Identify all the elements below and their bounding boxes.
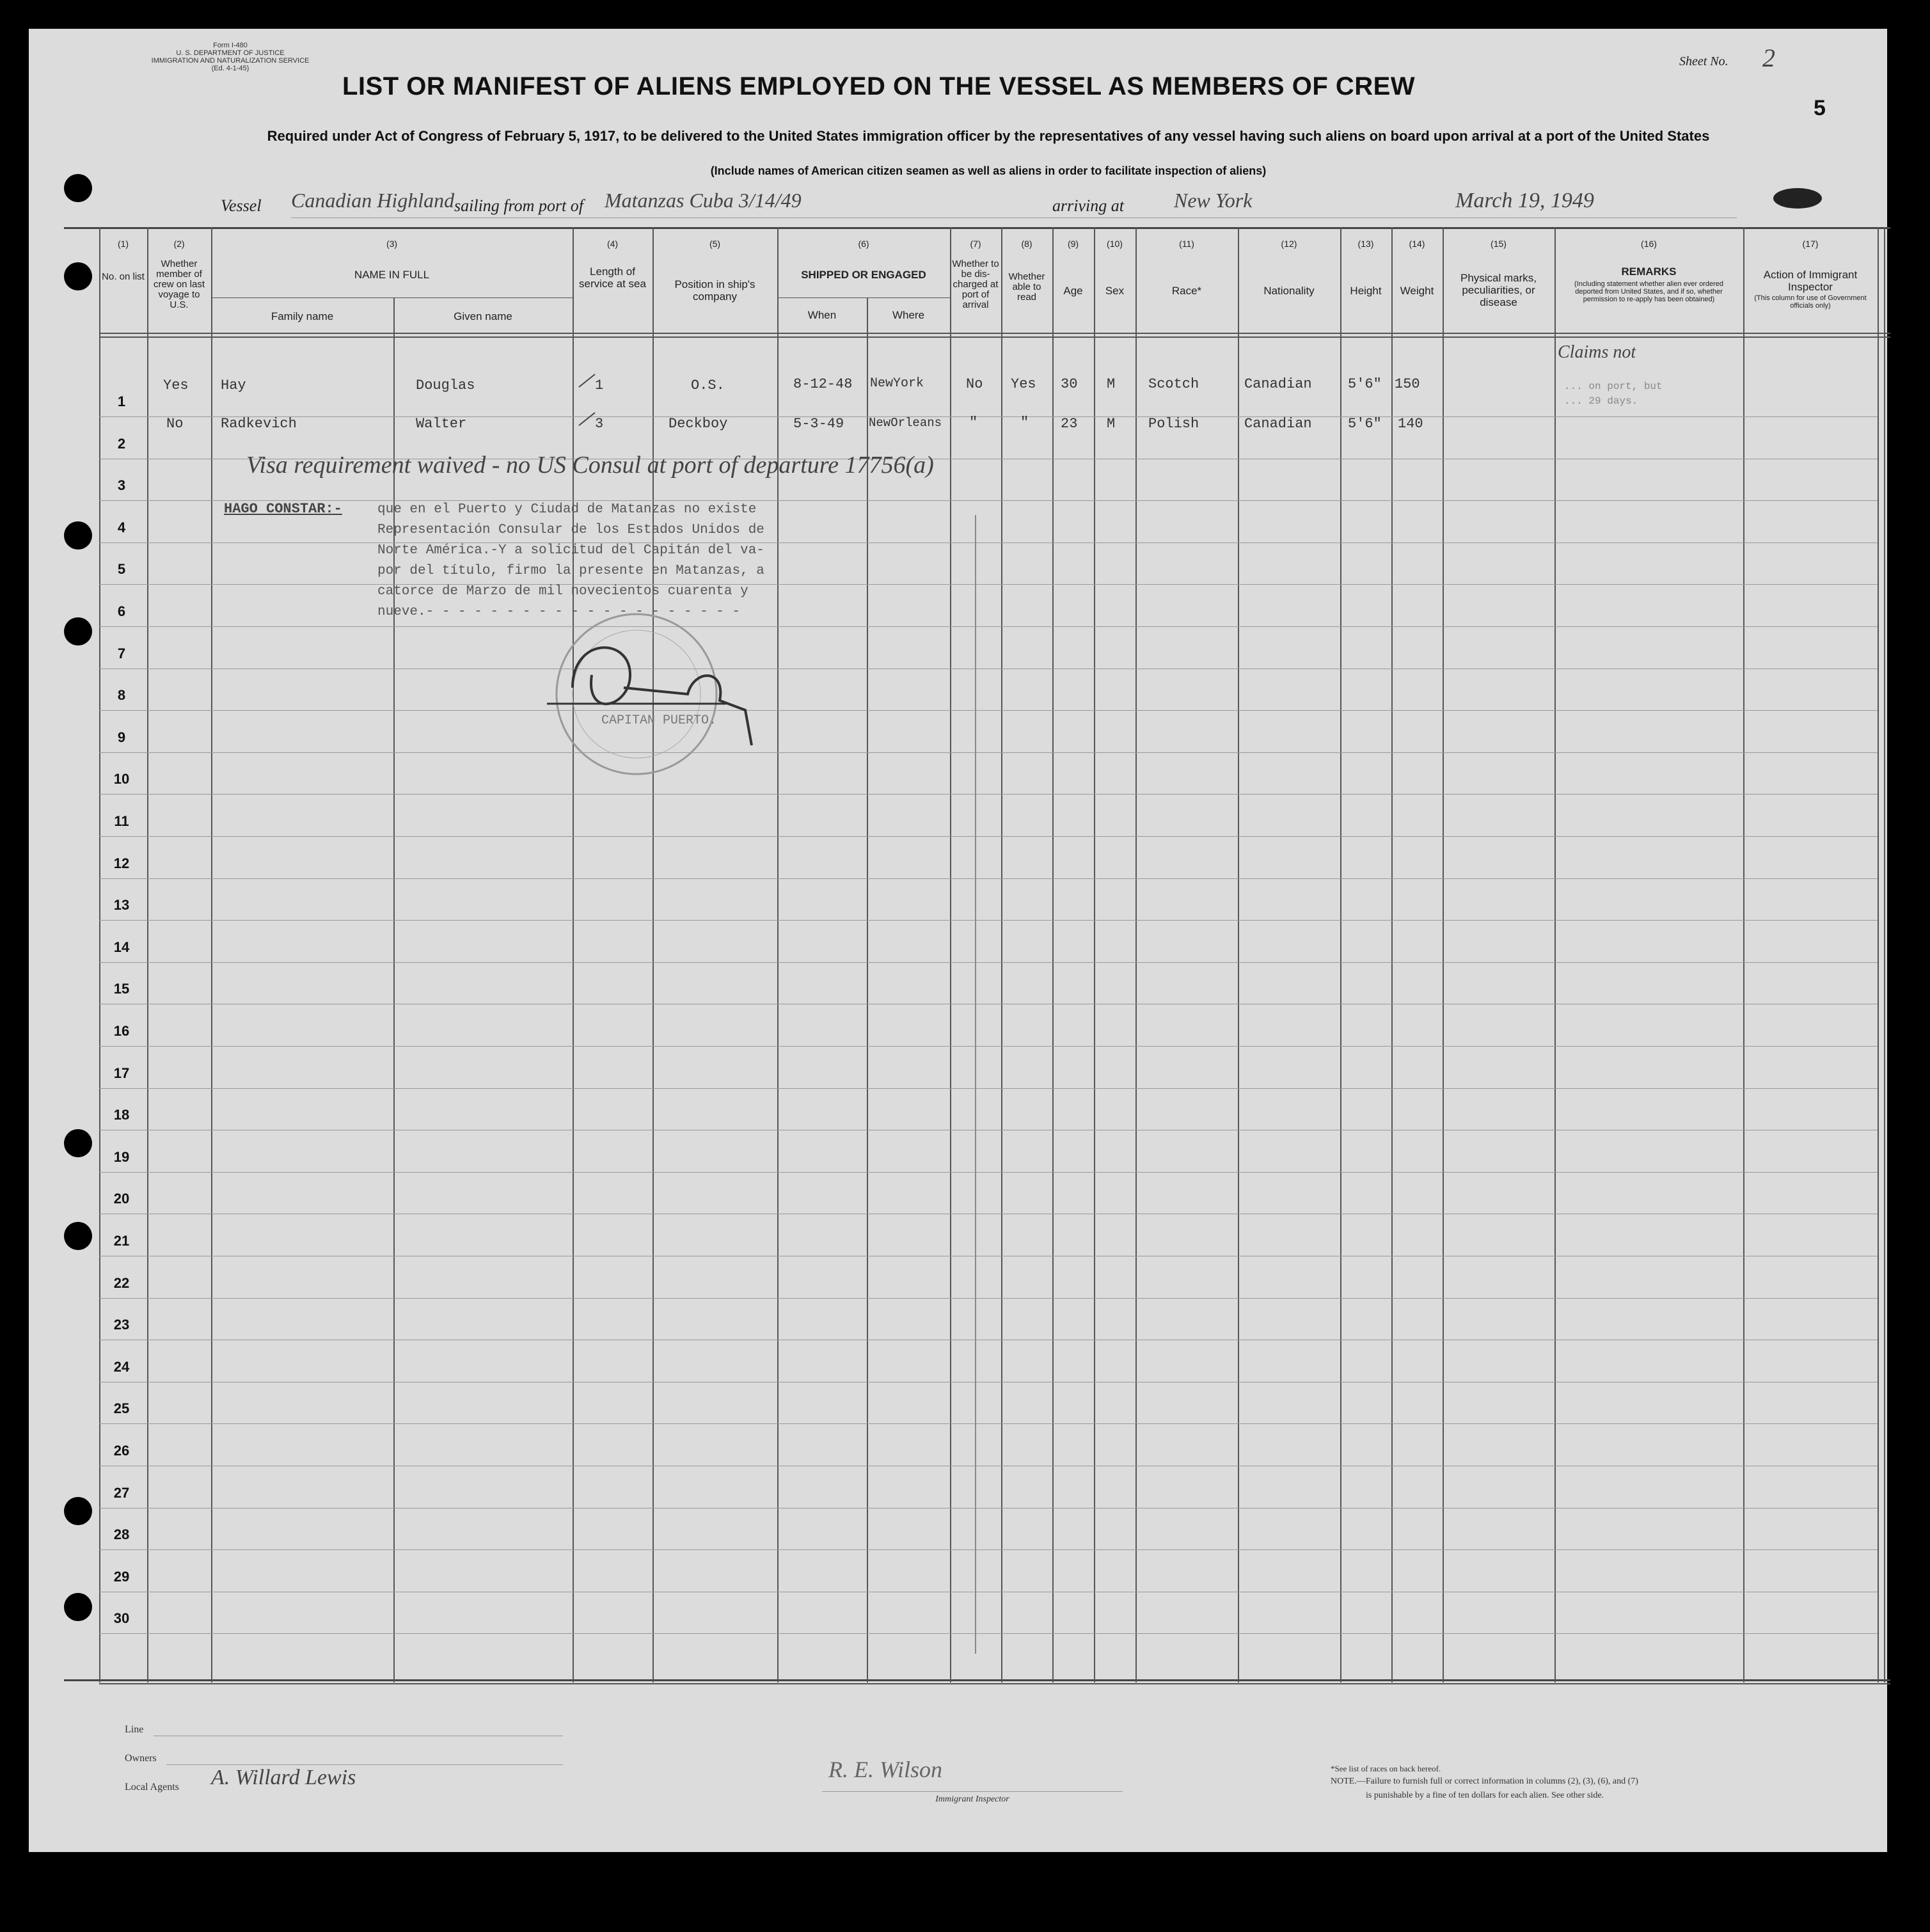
col-line	[147, 227, 148, 1683]
row-number: 5	[117, 561, 126, 578]
cell-family-name: Hay	[221, 377, 246, 393]
port-captain-stamp-icon	[534, 598, 764, 790]
col-3-number: (3)	[386, 239, 398, 249]
row-rule	[99, 500, 1878, 501]
vessel-label: Vessel	[221, 196, 262, 215]
cell-family-name: Radkevich	[221, 416, 297, 432]
given-name-header: Given name	[454, 310, 512, 322]
col-line	[950, 227, 951, 1683]
col-17-note: (This column for use of Government officials only)	[1754, 294, 1867, 310]
row-rule	[99, 1046, 1878, 1047]
col-line	[1052, 227, 1054, 1683]
binder-hole-icon	[64, 262, 92, 290]
row-number: 22	[113, 1274, 130, 1291]
row-rule	[99, 752, 1878, 753]
cell-age: 30	[1061, 376, 1078, 392]
cell-nationality: Canadian	[1244, 416, 1312, 432]
row-number: 7	[117, 645, 126, 661]
row-number: 30	[113, 1610, 130, 1627]
cell-where: NewYork	[870, 376, 924, 391]
vessel-name: Canadian Highland	[291, 189, 455, 212]
col-17-header: Action of Immigrant Inspector	[1763, 269, 1858, 293]
row-number: 24	[113, 1358, 130, 1375]
row-number: 26	[113, 1443, 130, 1459]
stamp-caption: CAPITAN PUERTO.	[601, 713, 717, 728]
col-14-header: Weight	[1400, 285, 1434, 297]
spanish-certification: que en el Puerto y Ciudad de Matanzas no existe Representación Consular de los Estados Unidos de Norte América.-Y a solicitud del Capitán del va- por del título, firmo la presente en Matanzas, a catorce de Marzo de mil novecientos cuarenta y nueve.- - - - - - - - - - - - - - - - - - - -	[377, 502, 764, 619]
row-rule	[99, 962, 1878, 963]
page-title: LIST OR MANIFEST OF ALIENS EMPLOYED ON THE VESSEL AS MEMBERS OF CREW	[342, 72, 1416, 100]
col-16-header: REMARKS	[1621, 265, 1677, 278]
cell-sex: M	[1107, 376, 1116, 392]
family-name-header: Family name	[271, 310, 334, 322]
row-rule	[99, 1549, 1878, 1550]
col-11-header: Race*	[1171, 285, 1202, 297]
row-number: 17	[113, 1065, 130, 1081]
col-line	[1878, 227, 1879, 1683]
sheet-label: Sheet No.	[1679, 54, 1728, 68]
sailing-label: sailing from port of	[454, 196, 584, 215]
row-number: 1	[117, 393, 126, 409]
races-note: *See list of races on back hereof.	[1331, 1764, 1441, 1773]
cell-discharged: "	[969, 415, 978, 431]
col-16-note: (Including statement whether alien ever ordered deported from United States, and if so, whether permission to re-apply has been obtained)	[1574, 280, 1723, 303]
col-1-number: (1)	[117, 239, 129, 249]
row-number: 6	[117, 603, 126, 619]
binder-hole-icon	[64, 1497, 92, 1525]
cell-discharged: No	[966, 376, 983, 392]
visa-waiver-note: Visa requirement waived - no US Consul at port of departure 17756(a)	[246, 452, 934, 479]
page-number: 5	[1814, 96, 1826, 120]
arriving-label: arriving at	[1052, 196, 1124, 215]
row-number: 14	[113, 938, 130, 955]
col-8-header: Whether able to read	[1008, 271, 1045, 303]
col-13-number: (13)	[1357, 239, 1374, 249]
penalty-note-1: NOTE.—Failure to furnish full or correct information in columns (2), (3), (6), and (7)	[1331, 1777, 1638, 1786]
col-line	[653, 227, 654, 1683]
table-bottom-border	[64, 1679, 1890, 1681]
binder-hole-icon	[64, 1593, 92, 1621]
col-line	[867, 297, 868, 1683]
row-number: 2	[117, 435, 126, 452]
col-line	[1094, 227, 1095, 1683]
cell-age: 23	[1061, 416, 1078, 432]
row-number: 27	[113, 1484, 130, 1501]
col-line	[1554, 227, 1556, 1683]
row-number: 28	[113, 1526, 130, 1543]
row-number: 23	[113, 1317, 130, 1333]
row-rule	[99, 1298, 1878, 1299]
row-number: 11	[114, 813, 129, 829]
cell-read: "	[1020, 415, 1029, 431]
pencil-stroke	[963, 515, 988, 1667]
cell-race: Scotch	[1148, 376, 1199, 392]
col-line	[1884, 227, 1885, 1683]
col-line	[1238, 227, 1239, 1683]
owners-rule	[166, 1764, 563, 1765]
col-line	[777, 227, 779, 1683]
col-10-header: Sex	[1105, 285, 1125, 297]
cell-last-voyage: Yes	[163, 377, 189, 393]
ink-blot-icon	[1769, 179, 1826, 218]
col-line	[1391, 227, 1393, 1683]
inspector-signature: R. E. Wilson	[828, 1757, 942, 1782]
shipped-subheader-divider	[777, 297, 950, 298]
col-5-header: Position in ship's company	[674, 278, 755, 303]
cell-read: Yes	[1011, 376, 1036, 392]
row-rule	[99, 1633, 1878, 1634]
owners-label: Owners	[125, 1753, 157, 1764]
remarks-typed-line-2: ... 29 days.	[1564, 395, 1638, 407]
col-6-header: SHIPPED OR ENGAGED	[801, 269, 926, 281]
row-rule	[99, 710, 1878, 711]
agency-line-1: U. S. DEPARTMENT OF JUSTICE	[176, 49, 285, 57]
hago-constar-label: HAGO CONSTAR:-	[224, 501, 342, 517]
remarks-handwritten: Claims not	[1558, 342, 1636, 362]
cell-position: Deckboy	[668, 416, 728, 432]
row-number: 25	[113, 1400, 130, 1417]
page-subtitle-note: (Include names of American citizen seamen as well as aliens in order to facilitate inspection of aliens)	[710, 164, 1267, 177]
col-line	[1743, 227, 1744, 1683]
col-7-header: Whether to be dis-charged at port of arrival	[952, 258, 999, 310]
col-6-number: (6)	[858, 239, 869, 249]
binder-hole-icon	[64, 174, 92, 202]
col-7-number: (7)	[970, 239, 981, 249]
col-13-header: Height	[1350, 285, 1382, 297]
row-number: 4	[117, 519, 126, 535]
col-4-number: (4)	[606, 239, 619, 249]
cell-when: 8-12-48	[793, 376, 853, 392]
form-number: Form I-480	[213, 42, 248, 49]
cell-race: Polish	[1148, 416, 1199, 432]
col-10-number: (10)	[1107, 239, 1123, 249]
cell-nationality: Canadian	[1244, 376, 1312, 392]
row-rule	[99, 1172, 1878, 1173]
col-line	[211, 227, 212, 1683]
row-rule	[99, 1088, 1878, 1089]
row-rule	[99, 920, 1878, 921]
page-subtitle: Required under Act of Congress of February 5, 1917, to be delivered to the United States immigration officer by the representatives of any vessel having such aliens on board upon arrival at a port of the United States	[267, 128, 1710, 144]
name-subheader-divider	[211, 297, 573, 298]
cell-position: O.S.	[691, 377, 725, 393]
sheet-number: 2	[1762, 44, 1775, 72]
arrival-date: March 19, 1949	[1455, 189, 1594, 212]
col-17-number: (17)	[1802, 239, 1819, 249]
col-15-number: (15)	[1491, 239, 1507, 249]
row-number: 3	[117, 477, 126, 494]
row-number: 16	[113, 1023, 130, 1039]
line-label: Line	[125, 1724, 144, 1735]
col-9-number: (9)	[1067, 239, 1079, 249]
penalty-note-2: is punishable by a fine of ten dollars for each alien. See other side.	[1366, 1791, 1604, 1800]
col-14-number: (14)	[1409, 239, 1425, 249]
remarks-typed-line-1: ... on port, but	[1564, 381, 1663, 392]
row-rule	[99, 626, 1878, 627]
row-number: 10	[113, 771, 130, 788]
cell-service: 1	[595, 377, 604, 393]
col-15-header: Physical marks, peculiarities, or disease	[1460, 272, 1537, 308]
local-agents-value: A. Willard Lewis	[211, 1766, 356, 1789]
cell-given-name: Walter	[416, 416, 467, 432]
row-rule	[99, 416, 1878, 417]
inspector-rule	[822, 1791, 1123, 1792]
row-rule	[99, 794, 1878, 795]
col-line	[1135, 227, 1137, 1683]
binder-hole-icon	[64, 521, 92, 550]
agency-line-2: IMMIGRATION AND NATURALIZATION SERVICE	[151, 57, 310, 65]
row-number: 12	[113, 855, 130, 871]
row-rule	[99, 1423, 1878, 1424]
cell-height: 5'6"	[1348, 376, 1382, 392]
header-bottom-line-1	[99, 333, 1890, 334]
row-number: 21	[113, 1233, 130, 1249]
row-number: 8	[117, 687, 126, 704]
table-top-border	[64, 227, 1890, 229]
col-2-number: (2)	[173, 239, 185, 249]
cell-sex: M	[1107, 416, 1116, 432]
row-rule	[99, 878, 1878, 879]
cell-weight: 140	[1398, 416, 1423, 432]
when-header: When	[807, 309, 837, 321]
inspector-label: Immigrant Inspector	[935, 1794, 1009, 1804]
table-bottom-line	[99, 1683, 1890, 1684]
where-header: Where	[892, 309, 925, 321]
manifest-page	[29, 29, 1887, 1852]
row-number: 20	[113, 1191, 130, 1207]
header-bottom-line-2	[99, 337, 1890, 338]
col-16-number: (16)	[1641, 239, 1657, 249]
binder-hole-icon	[64, 1129, 92, 1157]
col-3-header: NAME IN FULL	[354, 269, 430, 281]
col-line	[573, 227, 574, 1683]
cell-given-name: Douglas	[416, 377, 475, 393]
col-12-number: (12)	[1281, 239, 1297, 249]
col-2-header: Whether member of crew on last voyage to U.S.	[153, 258, 205, 310]
col-8-number: (8)	[1021, 239, 1032, 249]
binder-hole-icon	[64, 617, 92, 645]
col-4-header: Length of service at sea	[579, 265, 646, 290]
row-rule	[99, 836, 1878, 837]
col-5-number: (5)	[709, 239, 721, 249]
cell-service: 3	[595, 416, 604, 432]
cell-when: 5-3-49	[793, 416, 844, 432]
col-9-header: Age	[1063, 285, 1083, 297]
sailing-port: Matanzas Cuba 3/14/49	[605, 189, 802, 212]
col-12-header: Nationality	[1263, 285, 1315, 297]
col-line	[1001, 227, 1002, 1683]
local-agents-label: Local Agents	[125, 1782, 179, 1793]
row-rule	[99, 584, 1878, 585]
row-number: 13	[113, 897, 130, 914]
col-line	[1443, 227, 1444, 1683]
cell-where: NewOrleans	[869, 416, 942, 430]
row-rule	[99, 542, 1878, 543]
service-check-marks	[576, 368, 604, 445]
row-number: 29	[113, 1568, 130, 1585]
row-number: 15	[113, 981, 130, 997]
binder-hole-icon	[64, 1222, 92, 1250]
cell-last-voyage: No	[166, 416, 184, 432]
col-line	[1340, 227, 1341, 1683]
row-number: 9	[117, 729, 126, 745]
row-number: 18	[113, 1107, 130, 1123]
col-1-header: No. on list	[102, 271, 145, 282]
form-tag	[131, 42, 329, 72]
cell-height: 5'6"	[1348, 416, 1382, 432]
form-edition: (Ed. 4-1-45)	[211, 65, 249, 72]
col-11-number: (11)	[1179, 239, 1194, 249]
arriving-port: New York	[1174, 189, 1253, 212]
cell-weight: 150	[1395, 376, 1420, 392]
row-number: 19	[113, 1148, 130, 1165]
